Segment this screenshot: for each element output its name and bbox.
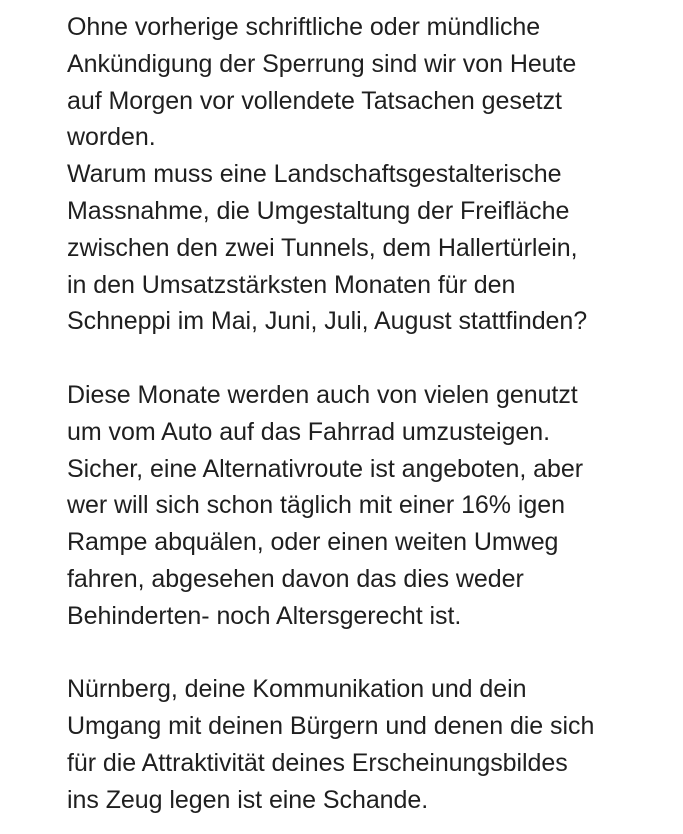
paragraph (67, 377, 677, 635)
post-text (67, 9, 677, 819)
text-line: fahren, abgesehen davon das dies weder (67, 564, 524, 593)
text-line: Warum muss eine Landschaftsgestalterische (67, 160, 562, 189)
text-line: Rampe abquälen, oder einen weiten Umweg (67, 528, 559, 557)
text-line: zwischen den zwei Tunnels, dem Hallertürlein, (67, 233, 578, 262)
text-line: Ohne vorherige schriftliche oder mündliche (67, 13, 541, 41)
text-line: ins Zeug legen ist eine Schande. (67, 785, 429, 814)
paragraph (67, 671, 677, 818)
text-line: in den Umsatzstärksten Monaten für den (67, 270, 516, 299)
text-line: Behinderten- noch Altersgerecht ist. (67, 601, 462, 630)
text-line: Diese Monate werden auch von vielen genutzt (67, 380, 578, 409)
text-line: Massnahme, die Umgestaltung der Freifläche (67, 196, 570, 225)
text-line: Sicher, eine Alternativroute ist angeboten, aber (67, 454, 583, 483)
text-line: für die Attraktivität deines Erscheinungsbildes (67, 748, 568, 777)
text-line: wer will sich schon täglich mit einer 16% igen (67, 491, 565, 520)
paragraph-spacer (67, 340, 677, 377)
text-line: worden. (67, 123, 156, 152)
text-line: Nürnberg, deine Kommunikation und dein (67, 675, 527, 704)
text-line: um vom Auto auf das Fahrrad umzusteigen. (67, 417, 550, 446)
paragraph-spacer (67, 635, 677, 672)
paragraph (67, 9, 677, 340)
text-line: Ankündigung der Sperrung sind wir von Heute (67, 49, 577, 78)
text-line: auf Morgen vor vollendete Tatsachen gesetzt (67, 86, 562, 115)
text-line: Schneppi im Mai, Juni, Juli, August stattfinden? (67, 307, 588, 336)
text-line: Umgang mit deinen Bürgern und denen die sich (67, 712, 595, 741)
